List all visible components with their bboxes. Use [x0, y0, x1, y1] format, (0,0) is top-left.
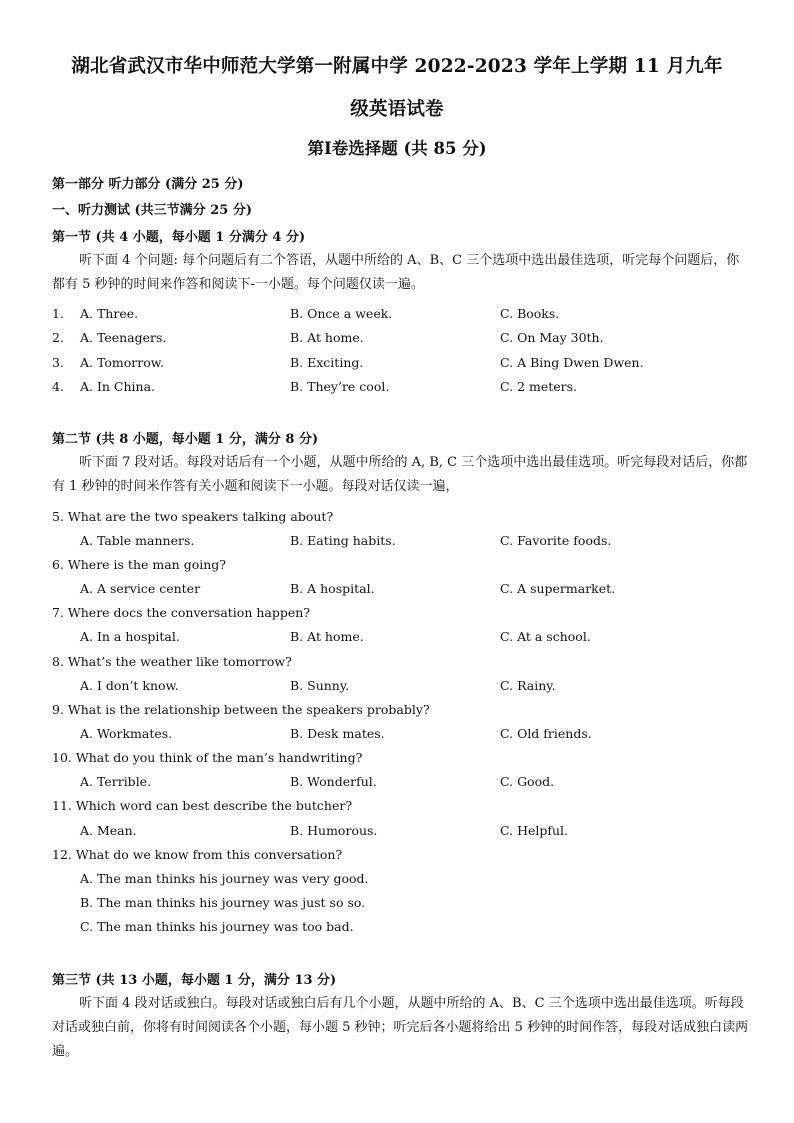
option-b: B. Wonderful. [290, 774, 377, 789]
question-text: 7. Where docs the conversation happen? [52, 605, 311, 620]
option-c: C. A supermarket. [500, 581, 616, 596]
option-c: C. Rainy. [500, 678, 556, 693]
question-text: 5. What are the two speakers talking about? [52, 509, 334, 524]
question-text: 10. What do you think of the man’s handwriting? [52, 750, 363, 765]
question-row [52, 355, 752, 377]
question-text: 12. What do we know from this conversation? [52, 847, 343, 862]
question-row [52, 379, 752, 401]
question-number: 1. [52, 306, 64, 321]
option-a: A. In China. [80, 379, 156, 394]
question-number: 3. [52, 355, 64, 370]
option-a: A. The man thinks his journey was very good. [80, 871, 369, 886]
option-b: B. Eating habits. [290, 533, 396, 548]
question-number: 2. [52, 330, 64, 345]
question-text: 11. Which word can best describe the butcher? [52, 798, 353, 813]
option-b: B. Sunny. [290, 678, 350, 693]
option-c: C. Good. [500, 774, 555, 789]
section-heading-listening: 一、听力测试 (共三节满分 25 分) [52, 203, 252, 218]
option-a: A. Table manners. [80, 533, 195, 548]
option-b: B. They’re cool. [290, 379, 390, 394]
option-a: A. In a hospital. [80, 629, 180, 644]
option-c: C. Favorite foods. [500, 533, 612, 548]
section2-instruction: 听下面 7 段对话。每段对话后有一个小题，从题中所给的 A, B, C 三个选项中选出最佳选项。听完每段对话后，你都有 1 秒钟的时间米作答有关小题和阅读下一小题。每段对话仅读一遍， [52, 455, 748, 494]
option-c: C. At a school. [500, 629, 591, 644]
option-a: A. Terrible. [80, 774, 152, 789]
option-b: B. Humorous. [290, 823, 378, 838]
option-row [52, 823, 752, 845]
option-a: A. Mean. [80, 823, 137, 838]
option-a: A. A service center [80, 581, 201, 596]
option-row [52, 678, 752, 700]
option-row [52, 726, 752, 748]
option-row [52, 774, 752, 796]
section2-heading: 第二节 (共 8 小题，每小题 1 分，满分 8 分) [52, 432, 319, 447]
option-c: C. Helpful. [500, 823, 569, 838]
part-heading: 第一部分 听力部分 (满分 25 分) [52, 177, 244, 192]
question-row [52, 306, 752, 328]
option-a: A. Workmates. [80, 726, 173, 741]
option-a: A. Three. [80, 306, 139, 321]
option-b: B. At home. [290, 629, 364, 644]
option-row [52, 581, 752, 603]
option-c: C. The man thinks his journey was too bad. [80, 919, 354, 934]
exam-title-line-2: 级英语试卷 [350, 99, 444, 120]
option-b: B. Once a week. [290, 306, 393, 321]
question-row [52, 330, 752, 352]
option-row [52, 629, 752, 651]
option-a: A. Tomorrow. [80, 355, 164, 370]
option-b: B. Desk mates. [290, 726, 385, 741]
option-a: A. I don’t know. [80, 678, 179, 693]
option-c: C. Books. [500, 306, 560, 321]
option-b: B. Exciting. [290, 355, 364, 370]
section1-heading: 第一节 (共 4 小题，每小题 1 分满分 4 分) [52, 230, 306, 245]
section3-instruction: 听下面 4 段对话或独白。每段对话或独白后有几个小题，从题中所给的 A、B、C 三个选项中选出最佳选项。听每段对话或独白前，你将有时间阅读各个小题，每小题 5 秒钟；听完后各小题将给出 5 秒钟的时间作答，每段对话成独白读两遍。 [52, 996, 749, 1059]
option-b: B. The man thinks his journey was just so so. [80, 895, 366, 910]
option-c: C. A Bing Dwen Dwen. [500, 355, 644, 370]
question-text: 6. Where is the man going? [52, 557, 226, 572]
option-c: C. Old friends. [500, 726, 592, 741]
option-b: B. At home. [290, 330, 364, 345]
section3-heading: 第三节 (共 13 小题，每小题 1 分，满分 13 分) [52, 973, 337, 988]
option-c: C. On May 30th. [500, 330, 604, 345]
option-b: B. A hospital. [290, 581, 375, 596]
question-text: 8. What’s the weather like tomorrow? [52, 654, 292, 669]
question-number: 4. [52, 379, 64, 394]
option-row [52, 533, 752, 555]
option-a: A. Teenagers. [80, 330, 167, 345]
volume-title: 第Ⅰ卷选择题 (共 85 分) [307, 139, 487, 158]
question-text: 9. What is the relationship between the speakers probably? [52, 702, 430, 717]
option-c: C. 2 meters. [500, 379, 578, 394]
section1-instruction: 听下面 4 个问题: 每个问题后有二个答语，从题中所给的 A、B、C 三个选项中选出最佳选项，听完每个问题后，你都有 5 秒钟的时间来作答和阅读下-一小题。每个问题仅读一遍。 [52, 253, 740, 292]
exam-title-line-1: 湖北省武汉市华中师范大学第一附属中学 2022-2023 学年上学期 11 月九年 [71, 56, 723, 77]
